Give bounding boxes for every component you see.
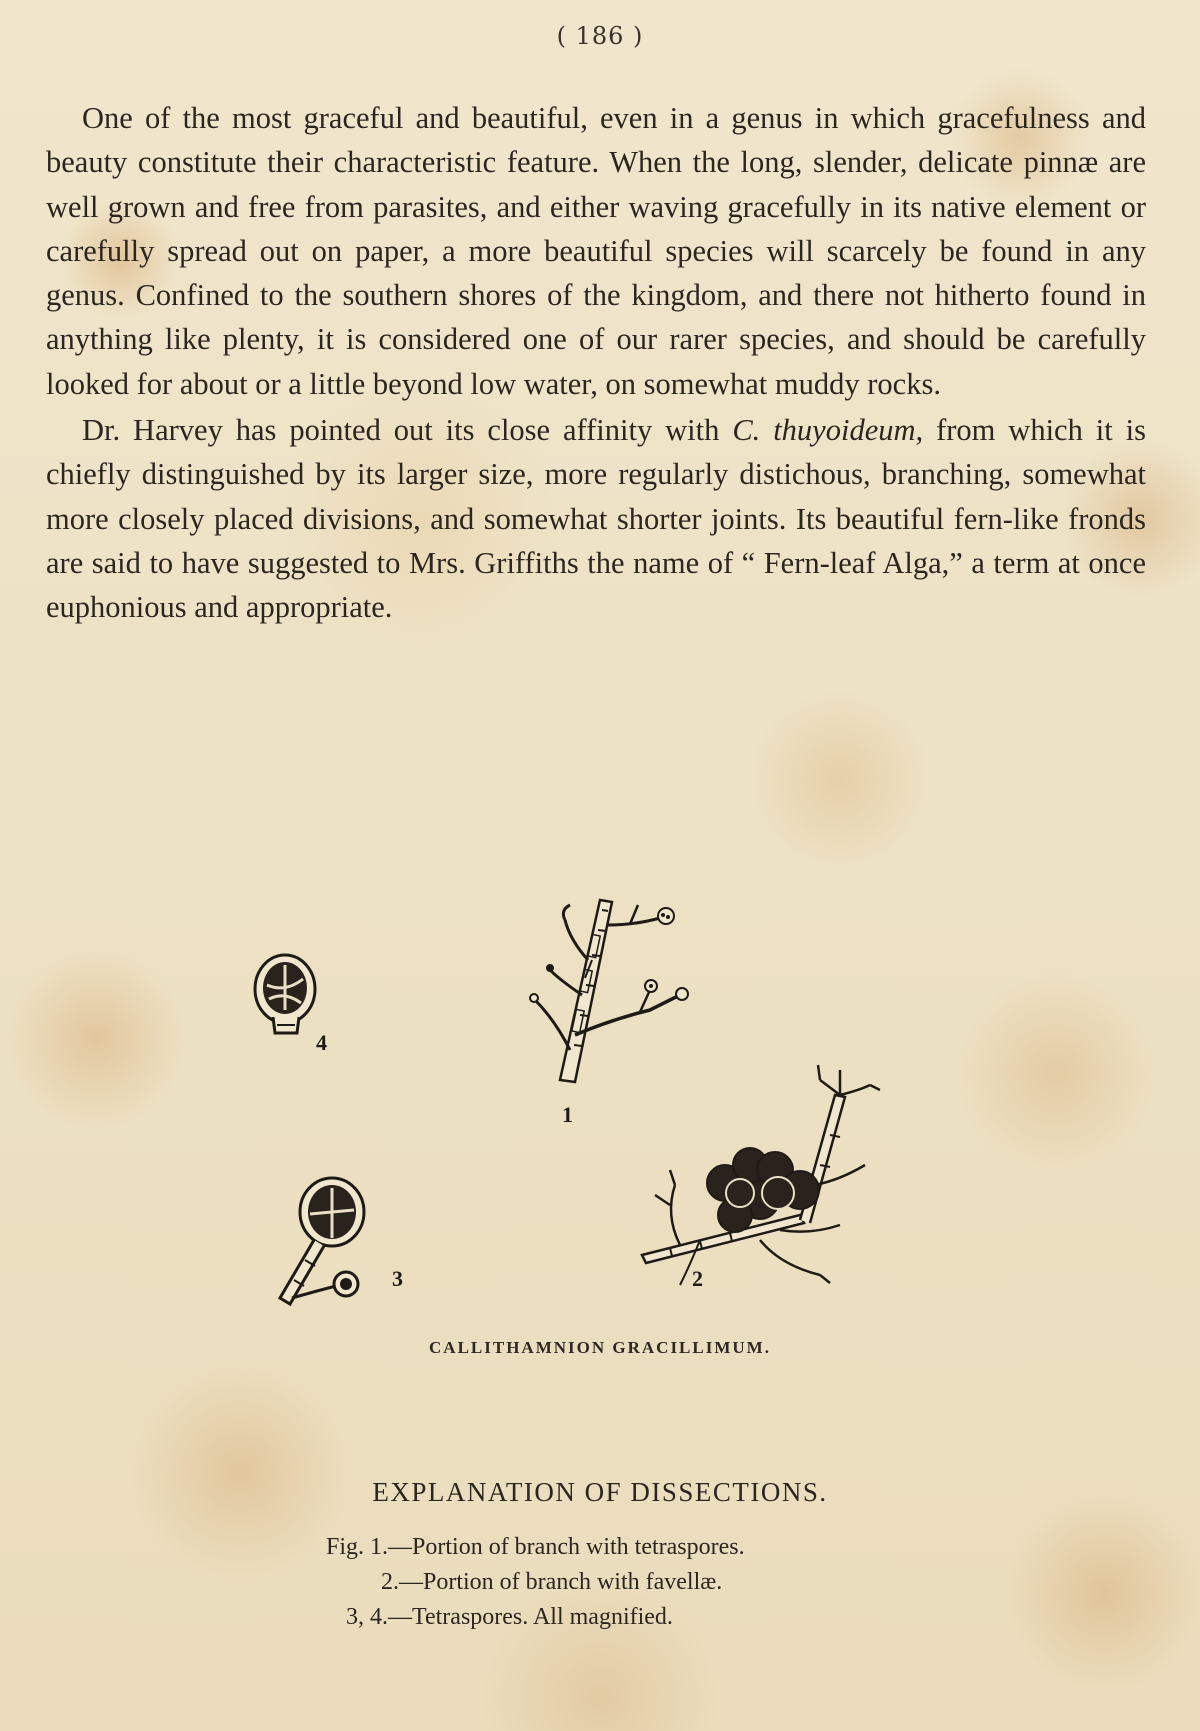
fig1-branch-drawing — [530, 900, 688, 1082]
paragraph-2-text-after: from which it is chiefly distinguished by its larger size, more regularly distichous, branching, somewhat more closely placed divisions, and somewhat shorter joints. Its beautiful fern-like fronds are said to have suggested to Mrs. Griffiths the name of “ Fern-leaf Alga,” a term at once euphonious and appropriate. — [46, 413, 1146, 625]
paragraph-2-text-before: Dr. Harvey has pointed out its close affinity with — [82, 413, 733, 448]
fig4-label: 4 — [316, 1030, 327, 1055]
species-name-italic: C. thuyoideum, — [732, 413, 924, 448]
fig2-label: 2 — [692, 1266, 703, 1291]
explanation-text: —Portion of branch with tetraspores. — [388, 1534, 745, 1560]
explanation-heading: EXPLANATION OF DISSECTIONS. — [372, 1477, 828, 1507]
explanation-number: 2. — [381, 1569, 399, 1595]
explanation-item — [326, 1565, 926, 1600]
explanation-item — [326, 1600, 926, 1635]
page-number: ( 186 ) — [556, 22, 644, 50]
explanation-item — [326, 1530, 926, 1565]
explanation-text: —Portion of branch with favellæ. — [399, 1569, 723, 1595]
fig1-label: 1 — [562, 1102, 573, 1127]
paragraph-1: One of the most graceful and beautiful, even in a genus in which gracefulness and beauty constitute their characteristic feature. When the long, slender, delicate pinnæ are well grown and free from parasites, and either waving gracefully in its native element or carefully spread out on paper, a more beautiful species will scarcely be found in any genus. Confined to the southern shores of the kingdom, and there not hitherto found in anything like plenty, it is considered one of our rarer species, and should be carefully looked for about or a little beyond low water, on somewhat muddy rocks. — [46, 101, 1146, 401]
explanation-text: —Tetraspores. All magnified. — [388, 1604, 673, 1630]
explanation-prefix: Fig. — [326, 1534, 365, 1560]
figure-caption: CALLITHAMNION GRACILLIMUM. — [429, 1338, 771, 1357]
body-text — [46, 96, 1146, 630]
explanation-number: 3, 4. — [346, 1604, 388, 1630]
fig4-tetraspore-drawing — [255, 955, 315, 1033]
explanation-number: 1. — [370, 1534, 389, 1560]
fig2-branch-drawing — [642, 1065, 880, 1285]
fig3-tetraspore-drawing — [280, 1178, 364, 1304]
explanation-list — [326, 1530, 926, 1635]
dissection-figure — [240, 890, 960, 1310]
fig3-label: 3 — [392, 1266, 403, 1291]
paragraph-2 — [46, 408, 1146, 629]
dissection-illustration — [240, 890, 960, 1310]
